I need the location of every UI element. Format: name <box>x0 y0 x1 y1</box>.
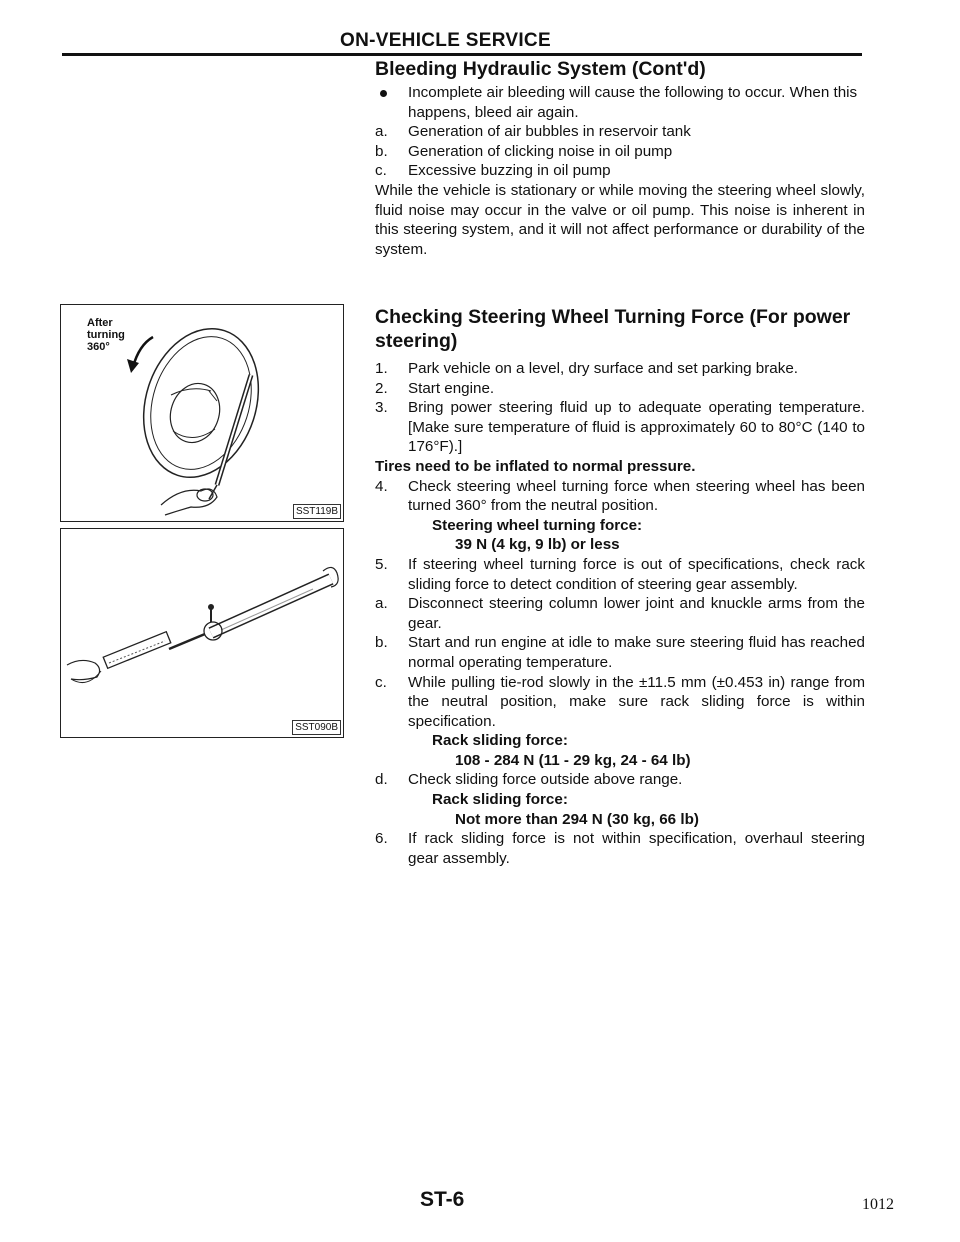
step-marker: 1. <box>375 360 388 377</box>
spec-rack1-label: Rack sliding force: <box>432 732 568 750</box>
step-marker: d. <box>375 771 388 789</box>
checking-title: Checking Steering Wheel Turning Force (For power steering) <box>375 306 851 352</box>
step-text: Start engine. <box>408 379 495 397</box>
label-line: turning <box>87 329 125 341</box>
bleeding-note: While the vehicle is stationary or while moving the steering wheel slowly, fluid noise may occur in the valve or oil pump. This noise is inherent in this steering system, and it will not affect performance or durability of the system. <box>375 181 865 258</box>
bleeding-item-c <box>375 161 865 181</box>
step-marker: b. <box>375 634 388 652</box>
spec-rack2-value: Not more than 294 N (30 kg, 66 lb) <box>455 810 699 828</box>
step-marker: 3. <box>375 399 388 417</box>
label-line: After <box>87 317 113 329</box>
sub-step-d <box>375 770 865 790</box>
step-text: If rack sliding force is not within specification, overhaul steering gear assembly. <box>408 830 865 867</box>
spec-turning-value: 39 N (4 kg, 9 lb) or less <box>455 536 620 554</box>
header-rule <box>62 53 862 56</box>
step-marker: a. <box>375 595 388 613</box>
wheel-hub-icon <box>163 377 227 449</box>
spec-rack1-value: 108 - 284 N (11 - 29 kg, 24 - 64 lb) <box>455 751 691 769</box>
step-text: Bring power steering fluid up to adequate operating temperature. [Make sure temperature of fluid is approximately 60 to 80°C (140 to 176°F).] <box>408 399 865 456</box>
step-text: While pulling tie-rod slowly in the ±11.5 mm (±0.453 in) range from the neutral position, make sure rack sliding force is within specification. <box>408 673 865 730</box>
step-4 <box>375 477 865 516</box>
document-number: 1012 <box>862 1196 894 1213</box>
bleeding-bullet-text: Incomplete air bleeding will cause the following to occur. When this happens, bleed air again. <box>408 84 858 121</box>
figure-label <box>87 317 125 353</box>
step-marker: 5. <box>375 555 388 573</box>
step-3 <box>375 398 865 457</box>
step-text: Park vehicle on a level, dry surface and set parking brake. <box>408 360 799 377</box>
step-6 <box>375 829 865 868</box>
item-marker: c. <box>375 162 387 180</box>
bullet-dot <box>380 90 387 97</box>
step-text: Check steering wheel turning force when steering wheel has been turned 360° from the neutral position. <box>408 477 865 515</box>
step-marker: 4. <box>375 477 388 495</box>
step-2 <box>375 379 865 399</box>
bleeding-item-b <box>375 142 865 162</box>
figure-rack-sliding <box>60 528 344 738</box>
label-line: 360° <box>87 341 110 353</box>
arrow-head-icon <box>127 359 139 373</box>
tires-note: Tires need to be inflated to normal pressure. <box>375 457 696 475</box>
spring-scale-icon <box>103 632 171 669</box>
hand-icon <box>67 660 100 679</box>
figure-steering-wheel <box>60 304 344 522</box>
page-number: ST-6 <box>420 1188 465 1211</box>
step-text: Disconnect steering column lower joint and knuckle arms from the gear. <box>408 595 865 632</box>
step-text: Start and run engine at idle to make sure steering fluid has reached normal operating temperature. <box>408 634 865 671</box>
checking-section <box>375 305 865 868</box>
sub-step-b <box>375 633 865 672</box>
step-1 <box>375 359 865 379</box>
item-text: Generation of air bubbles in reservoir tank <box>408 123 691 141</box>
item-marker: b. <box>375 142 388 160</box>
sub-step-c <box>375 673 865 732</box>
item-text: Generation of clicking noise in oil pump <box>408 142 673 160</box>
spec-turning-label: Steering wheel turning force: <box>432 516 643 534</box>
figure-code: SST119B <box>293 504 341 519</box>
item-text: Excessive buzzing in oil pump <box>408 162 611 180</box>
hand-icon <box>161 489 217 515</box>
figure-code: SST090B <box>292 720 341 735</box>
step-marker: 6. <box>375 830 388 848</box>
bleeding-bullet <box>375 83 865 122</box>
rack-sliding-illustration <box>61 529 343 737</box>
step-text: Check sliding force outside above range. <box>408 771 683 789</box>
bleeding-section <box>375 57 865 259</box>
step-5 <box>375 555 865 594</box>
step-marker: c. <box>375 673 387 691</box>
bleeding-item-a <box>375 122 865 142</box>
bleeding-title: Bleeding Hydraulic System (Cont'd) <box>375 58 706 80</box>
page-header-title: ON-VEHICLE SERVICE <box>340 30 551 51</box>
step-marker: 2. <box>375 379 388 397</box>
spec-rack2-label: Rack sliding force: <box>432 791 568 809</box>
sub-step-a <box>375 594 865 633</box>
item-marker: a. <box>375 123 388 141</box>
step-text: If steering wheel turning force is out of specifications, check rack sliding force to detect condition of steering gear assembly. <box>408 555 865 593</box>
tie-rod-icon <box>169 634 205 649</box>
